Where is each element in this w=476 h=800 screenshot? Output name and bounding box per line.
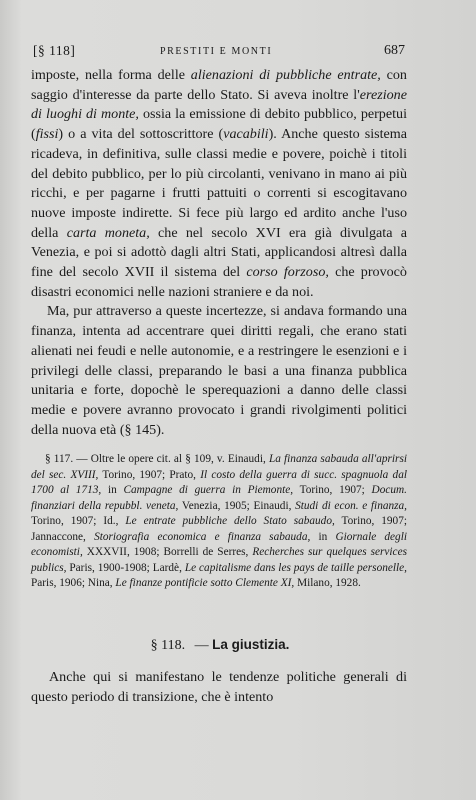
text-run: ) o a vita del sottoscrittore ( <box>58 126 224 143</box>
footnote <box>31 452 407 592</box>
header-page-number: 687 <box>384 43 405 58</box>
italic-run: corso forzoso, <box>246 264 329 281</box>
text-run: che provocò disastri economici nelle nazioni straniere e da noi. <box>31 264 407 300</box>
text-run: in <box>310 530 336 543</box>
italic-run: fissi <box>35 126 59 143</box>
text-run: che nel secolo XVI era già divulgata a Venezia, e poi si adottò dagli altri Stati, applicandosi altresì dalla fine del secolo XVII il sistema del <box>31 224 407 281</box>
main-text <box>31 66 407 440</box>
italic-run: Studi di econ. e finanza, <box>295 499 408 512</box>
text-run: in <box>101 484 124 496</box>
italic-run: Docum. finanziari della repubbl. veneta, <box>31 484 407 512</box>
paragraph-2: Ma, pur attraverso a queste incertezze, si andava formando una finanza, intenta ad accentrare quei diritti regali, che erano stati alienati nei feudi e nelle autonomie, e a restringere le esenzioni e i privilegi delle classi, preparando le basi a una finanza pubblica unitaria e forte, dopochè le sperequazioni a danno delle classi medie e povere avranno provocato i grandi rivolgimenti politici della nuova età (§ 145). <box>31 303 407 438</box>
text-run: Torino, 1907; Prato, <box>98 468 201 481</box>
italic-run: vacabili <box>223 126 269 143</box>
italic-run: Recherches sur quelques services publics, <box>31 546 407 574</box>
text-run: ossia la emissione di debito pubblico, perpetui ( <box>31 106 407 143</box>
paragraph-1 <box>31 66 407 302</box>
text-run: Paris, 1906; Nina, <box>31 577 116 589</box>
text-run: Torino, 1907; Id., <box>31 515 126 527</box>
text-run: Milano, 1928. <box>294 577 361 589</box>
italic-run: carta moneta, <box>66 224 150 241</box>
section-body <box>31 668 407 707</box>
footnote-paragraph <box>31 452 407 592</box>
section-number: § 118. <box>150 638 186 653</box>
italic-run: Il costo della guerra di succ. spagnuola dal 1700 al 1713, <box>31 468 407 496</box>
header-running-title: PRESTITI E MONTI <box>160 46 273 57</box>
italic-run: Le finanze pontificie sotto Clemente XI, <box>115 577 295 589</box>
italic-run: Le capitalisme dans les pays de taille personelle, <box>184 561 408 574</box>
italic-run: Storiografia economica e finanza sabauda, <box>94 530 311 543</box>
header-section-ref: [§ 118] <box>33 43 76 58</box>
italic-run: La finanza sabauda all'aprirsi del sec. XVIII, <box>31 453 407 481</box>
italic-run: Campagne di guerra in Piemonte, <box>123 484 294 496</box>
text-run: Venezia, 1905; Einaudi, <box>178 499 296 512</box>
text-run: ). Anche questo sistema ricadeva, in definitiva, sulle classi medie e povere, poichè i titoli del debito pubblico, per lo più circolanti, venivano in mano ai più ricchi, e per pagarne i frutti pattuiti o correnti si escogitavano nuove imposte indirette. Si fece più largo ed ardito anche l'uso della <box>31 126 407 241</box>
italic-run: Giornale degli economisti, <box>31 530 407 558</box>
running-header <box>33 43 405 63</box>
section-heading <box>0 637 440 654</box>
text-run: Torino, 1907; Jannaccone, <box>31 515 407 543</box>
text-run: imposte, nella forma delle <box>31 67 191 83</box>
italic-run: Le entrate pubbliche dello Stato sabaudo, <box>125 515 335 527</box>
section-paragraph: Anche qui si manifestano le tendenze politiche generali di questo periodo di transizione, che è intento <box>31 669 407 705</box>
section-title: La giustizia. <box>212 637 290 652</box>
text-run: § 117. — Oltre le opere cit. al § 109, v. Einaudi, <box>45 453 269 465</box>
italic-run: alienazioni di pubbliche entrate, <box>190 67 381 83</box>
section-dash: — <box>194 638 209 653</box>
text-run: XXXVII, 1908; Borrelli de Serres, <box>82 546 253 558</box>
text-run: Paris, 1900-1908; Lardè, <box>66 561 185 574</box>
text-run: Torino, 1907; <box>293 484 372 496</box>
italic-run: erezione di luoghi di monte, <box>31 86 407 123</box>
text-run: con saggio d'interesse da parte dello Stato. Si aveva inoltre l' <box>31 67 407 103</box>
